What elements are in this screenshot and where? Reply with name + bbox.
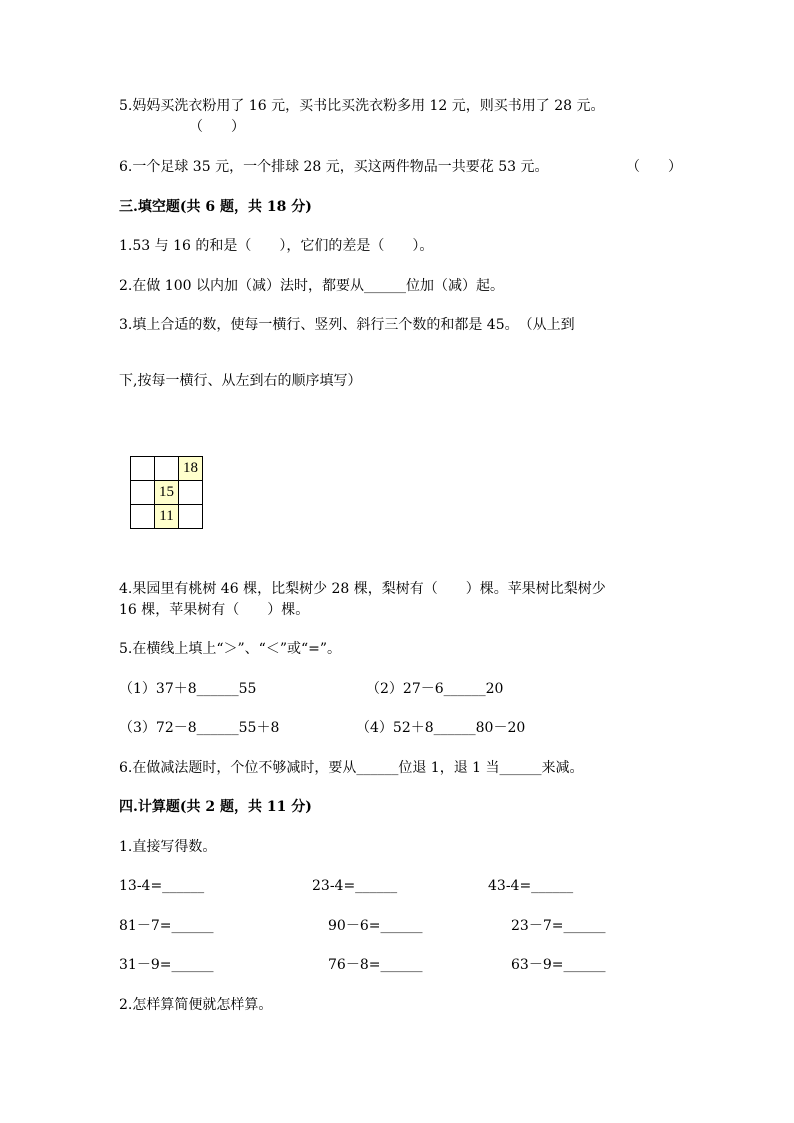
compare-item-2: （2）27－6______20: [366, 681, 504, 697]
grid-cell: [179, 505, 203, 529]
calc-question-2: 2.怎样算简便就怎样算。: [119, 997, 273, 1013]
calc-question-1: 1.直接写得数。: [119, 839, 217, 855]
grid-cell: [131, 457, 155, 481]
compare-item-1: （1）37＋8______55: [119, 681, 257, 697]
section-heading-fill-blanks: 三.填空题(共 6 题，共 18 分): [119, 199, 312, 215]
grid-cell: [155, 457, 179, 481]
fill-question-1: 1.53 与 16 的和是（ ），它们的差是（ ）。: [119, 238, 434, 254]
fill-question-3-line2: 下,按每一横行、从左到右的顺序填写）: [119, 373, 362, 389]
fill-question-6: 6.在做减法题时，个位不够减时，要从______位退 1，退 1 当______来减。: [119, 760, 584, 776]
fill-question-4-line1: 4.果园里有桃树 46 棵，比梨树少 28 棵，梨树有（ ）棵。苹果树比梨树少: [119, 581, 606, 597]
calc-item: 76－8=______: [328, 957, 423, 973]
grid-cell-given: 11: [155, 505, 179, 529]
judge-question-5-answer-paren: （ ）: [189, 119, 245, 135]
fill-question-2: 2.在做 100 以内加（减）法时，都要从______位加（减）起。: [119, 278, 504, 294]
grid-row: [131, 457, 203, 481]
grid-cell: [179, 481, 203, 505]
fill-question-4-line2: 16 棵，苹果树有（ ）棵。: [119, 602, 310, 618]
grid-row: [131, 481, 203, 505]
fill-question-3-line1: 3.填上合适的数，使每一横行、竖列、斜行三个数的和都是 45。 （从上到: [119, 317, 575, 333]
calc-item: 23-4=______: [312, 878, 398, 894]
magic-square-grid: [130, 456, 203, 529]
calc-item: 13-4=______: [119, 878, 205, 894]
calc-item: 43-4=______: [488, 878, 574, 894]
grid-cell: [131, 505, 155, 529]
judge-question-6: 6.一个足球 35 元，一个排球 28 元，买这两件物品一共要花 53 元。: [119, 159, 549, 175]
grid-cell-given: 18: [179, 457, 203, 481]
grid-row: [131, 505, 203, 529]
grid-cell: [131, 481, 155, 505]
calc-item: 31－9=______: [119, 957, 214, 973]
judge-question-6-answer-paren: （ ）: [626, 159, 682, 175]
compare-item-3: （3）72－8______55＋8: [119, 720, 280, 736]
fill-question-5: 5.在横线上填上“＞”、“＜”或“=”。: [119, 641, 342, 657]
calc-item: 23－7=______: [511, 918, 606, 934]
judge-question-5-line1: 5.妈妈买洗衣粉用了 16 元，买书比买洗衣粉多用 12 元，则买书用了 28 元。: [119, 98, 605, 114]
section-heading-calculation: 四.计算题(共 2 题，共 11 分): [119, 799, 312, 815]
grid-cell-given: 15: [155, 481, 179, 505]
calc-item: 81－7=______: [119, 918, 214, 934]
calc-item: 63－9=______: [511, 957, 606, 973]
compare-item-4: （4）52＋8______80－20: [356, 720, 526, 736]
calc-item: 90－6=______: [328, 918, 423, 934]
